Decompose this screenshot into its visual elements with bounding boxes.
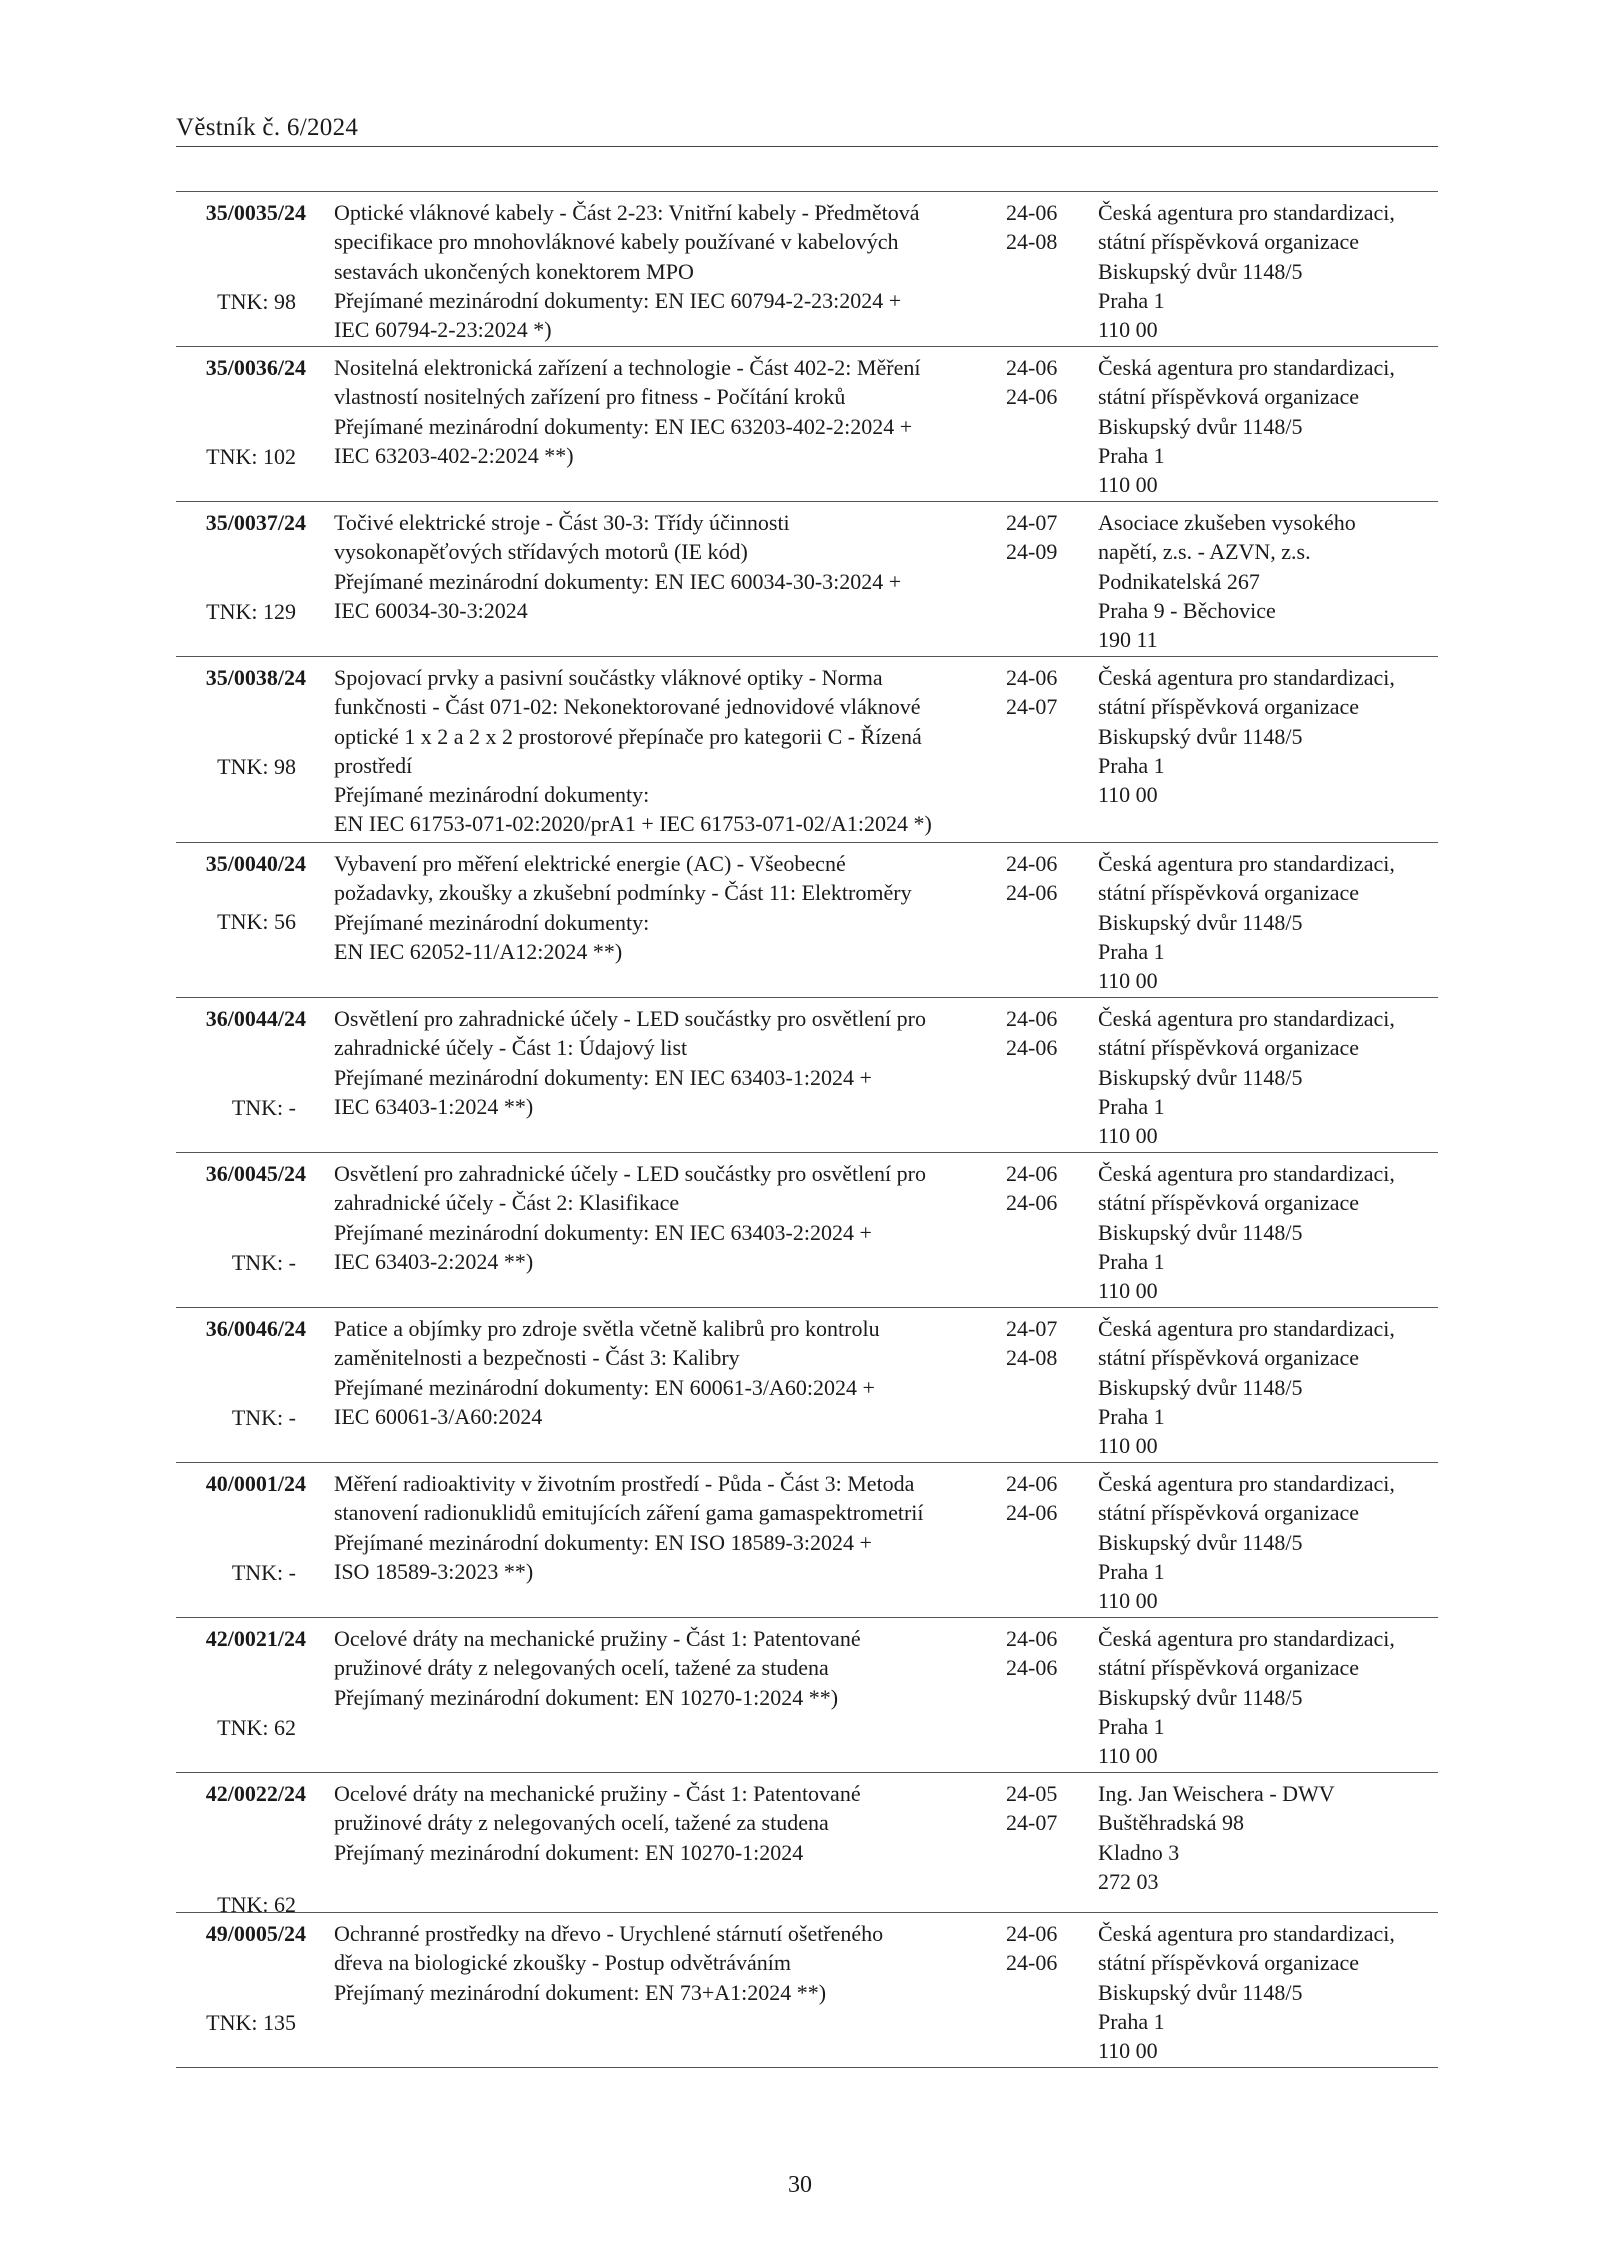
org-line: státní příspěvková organizace [1098,1950,1360,1976]
org-line: Buštěhradská 98 [1098,1810,1245,1836]
title-line: Přejímané mezinárodní dokumenty: EN ISO 18589-3:2024 + [334,1529,872,1555]
notice-number: 35/0038/24 [205,665,306,690]
org-line: 110 00 [1098,968,1158,994]
title-line: Přejímané mezinárodní dokumenty: EN IEC 60034-30-3:2024 + [334,568,902,594]
processor-organization [1098,1159,1438,1305]
notice-number: 36/0044/24 [205,1006,306,1031]
date-line: 24-06 [1006,1006,1058,1031]
notice-dates [1006,1624,1076,1683]
org-line: státní příspěvková organizace [1098,1190,1360,1216]
org-line: 110 00 [1098,2038,1158,2064]
processor-organization [1098,1919,1438,2065]
org-line: Ing. Jan Weischera - DWV [1098,1781,1335,1806]
org-line: státní příspěvková organizace [1098,694,1360,720]
org-line: státní příspěvková organizace [1098,229,1360,255]
org-line: státní příspěvková organizace [1098,1500,1360,1526]
date-line: 24-07 [1006,1810,1058,1836]
notice-row [176,1913,1438,2068]
notice-row [176,347,1438,502]
notice-number: 35/0037/24 [205,510,306,535]
org-line: státní příspěvková organizace [1098,1035,1360,1061]
title-line: Přejímaný mezinárodní dokument: EN 10270-1:2024 **) [334,1684,839,1710]
date-line: 24-06 [1006,851,1058,876]
processor-organization [1098,1779,1438,1896]
org-line: 110 00 [1098,317,1158,343]
org-line: Česká agentura pro standardizaci, [1098,1921,1395,1946]
org-line: Česká agentura pro standardizaci, [1098,851,1395,876]
org-line: Biskupský dvůr 1148/5 [1098,1219,1303,1245]
date-line: 24-06 [1006,880,1058,906]
tnk-label: TNK: - [231,1405,296,1430]
title-line: Přejímané mezinárodní dokumenty: EN 60061-3/A60:2024 + [334,1374,875,1400]
date-line: 24-05 [1006,1781,1058,1806]
title-line: Přejímané mezinárodní dokumenty: [334,782,650,808]
title-line: Přejímaný mezinárodní dokument: EN 10270-1:2024 [334,1839,804,1865]
title-line: pružinové dráty z nelegovaných ocelí, tažené za studena [334,1810,829,1836]
title-line: Ocelové dráty na mechanické pružiny - Část 1: Patentované [334,1626,861,1651]
title-line: Spojovací prvky a pasivní součástky vláknové optiky - Norma [334,665,883,690]
notice-row [176,502,1438,657]
title-line: zaměnitelnosti a bezpečnosti - Část 3: Kalibry [334,1345,740,1371]
title-line: zahradnické účely - Část 1: Údajový list [334,1035,688,1061]
org-line: Praha 1 [1098,2008,1165,2034]
notice-number: 42/0021/24 [205,1626,306,1651]
title-line: prostředí [334,752,413,778]
notice-dates [1006,1314,1076,1373]
tnk-label: TNK: 129 [206,599,296,624]
title-line: EN IEC 61753-071-02:2020/prA1 + IEC 61753-071-02/A1:2024 *) [334,811,932,837]
org-line: Praha 9 - Běchovice [1098,597,1276,623]
org-line: Praha 1 [1098,1093,1165,1119]
tnk-label: TNK: 62 [217,1715,296,1740]
org-line: Praha 1 [1098,752,1165,778]
org-line: Podnikatelská 267 [1098,568,1260,594]
date-line: 24-06 [1006,1471,1058,1496]
org-line: státní příspěvková organizace [1098,1345,1360,1371]
org-line: Česká agentura pro standardizaci, [1098,200,1395,225]
notice-row [176,192,1438,347]
title-line: pružinové dráty z nelegovaných ocelí, tažené za studena [334,1655,829,1681]
org-line: Biskupský dvůr 1148/5 [1098,1529,1303,1555]
title-line: Měření radioaktivity v životním prostředí - Půda - Část 3: Metoda [334,1471,915,1496]
notice-dates [1006,508,1076,567]
processor-organization [1098,1314,1438,1460]
notice-number: 36/0046/24 [205,1316,306,1341]
org-line: Česká agentura pro standardizaci, [1098,1316,1395,1341]
notice-row [176,1153,1438,1308]
title-line: zahradnické účely - Část 2: Klasifikace [334,1190,680,1216]
date-line: 24-08 [1006,229,1058,255]
date-line: 24-07 [1006,694,1058,720]
title-line: IEC 60034-30-3:2024 [334,597,528,623]
processor-organization [1098,353,1438,499]
org-line: Česká agentura pro standardizaci, [1098,1471,1395,1496]
org-line: 190 11 [1098,627,1158,653]
title-line: stanovení radionuklidů emitujících záření gama gamaspektrometrií [334,1500,924,1526]
date-line: 24-06 [1006,200,1058,225]
title-line: Vybavení pro měření elektrické energie (AC) - Všeobecné [334,851,846,876]
tnk-label: TNK: 98 [217,754,296,779]
org-line: Česká agentura pro standardizaci, [1098,1626,1395,1651]
title-line: IEC 63403-2:2024 **) [334,1248,534,1274]
title-line: Patice a objímky pro zdroje světla včetně kalibrů pro kontrolu [334,1316,880,1341]
org-line: Praha 1 [1098,1248,1165,1274]
date-line: 24-06 [1006,665,1058,690]
org-line: 110 00 [1098,1433,1158,1459]
title-line: sestavách ukončených konektorem MPO [334,258,694,284]
title-line: optické 1 x 2 a 2 x 2 prostorové přepínače pro kategorii C - Řízená [334,723,922,749]
org-line: Biskupský dvůr 1148/5 [1098,909,1303,935]
title-line: IEC 63403-1:2024 **) [334,1093,534,1119]
date-line: 24-09 [1006,539,1058,565]
title-line: IEC 63203-402-2:2024 **) [334,442,574,468]
notice-number: 40/0001/24 [205,1471,306,1496]
title-line: IEC 60794-2-23:2024 *) [334,317,552,343]
title-line: požadavky, zkoušky a zkušební podmínky - Část 11: Elektroměry [334,880,912,906]
org-line: Asociace zkušeben vysokého [1098,510,1356,535]
tnk-label: TNK: 135 [206,2010,296,2035]
processor-organization [1098,849,1438,995]
notice-dates [1006,849,1076,908]
notice-dates [1006,1469,1076,1528]
notice-row [176,998,1438,1153]
org-line: státní příspěvková organizace [1098,384,1360,410]
org-line: Praha 1 [1098,287,1165,313]
org-line: 110 00 [1098,1123,1158,1149]
org-line: 110 00 [1098,782,1158,808]
title-line: Nositelná elektronická zařízení a technologie - Část 402-2: Měření [334,355,921,380]
notice-number: 35/0040/24 [205,851,306,876]
notice-row [176,1618,1438,1773]
tnk-label: TNK: - [231,1250,296,1275]
org-line: státní příspěvková organizace [1098,1655,1360,1681]
notice-dates [1006,198,1076,257]
org-line: Biskupský dvůr 1148/5 [1098,413,1303,439]
title-line: vysokonapěťových střídavých motorů (IE kód) [334,539,748,565]
org-line: napětí, z.s. - AZVN, z.s. [1098,539,1311,565]
notice-row [176,1773,1438,1917]
processor-organization [1098,198,1438,344]
notice-dates [1006,1779,1076,1838]
processor-organization [1098,508,1438,654]
date-line: 24-06 [1006,355,1058,380]
title-line: IEC 60061-3/A60:2024 [334,1403,543,1429]
date-line: 24-06 [1006,1655,1058,1681]
notice-row [176,657,1438,843]
org-line: Biskupský dvůr 1148/5 [1098,1064,1303,1090]
date-line: 24-06 [1006,1950,1058,1976]
notice-dates [1006,1004,1076,1063]
org-line: 110 00 [1098,1588,1158,1614]
title-line: Přejímaný mezinárodní dokument: EN 73+A1:2024 **) [334,1979,827,2005]
notice-dates [1006,353,1076,412]
notice-dates [1006,1919,1076,1978]
tnk-label: TNK: - [231,1095,296,1120]
title-line: dřeva na biologické zkoušky - Postup odvětráváním [334,1950,792,1976]
org-line: Biskupský dvůr 1148/5 [1098,1979,1303,2005]
notice-number: 36/0045/24 [205,1161,306,1186]
title-line: Ocelové dráty na mechanické pružiny - Část 1: Patentované [334,1781,861,1806]
title-line: Přejímané mezinárodní dokumenty: EN IEC 60794-2-23:2024 + [334,287,902,313]
org-line: státní příspěvková organizace [1098,880,1360,906]
title-line: Točivé elektrické stroje - Část 30-3: Třídy účinnosti [334,510,790,535]
org-line: 110 00 [1098,472,1158,498]
date-line: 24-06 [1006,1035,1058,1061]
org-line: 272 03 [1098,1868,1159,1894]
processor-organization [1098,1624,1438,1770]
date-line: 24-08 [1006,1345,1058,1371]
org-line: Praha 1 [1098,442,1165,468]
org-line: Biskupský dvůr 1148/5 [1098,723,1303,749]
notices-table [176,191,1438,2068]
title-line: EN IEC 62052-11/A12:2024 **) [334,938,623,964]
org-line: Kladno 3 [1098,1839,1180,1865]
processor-organization [1098,1469,1438,1615]
tnk-label: TNK: 102 [206,444,296,469]
title-line: ISO 18589-3:2023 **) [334,1558,534,1584]
title-line: Optické vláknové kabely - Část 2-23: Vnitřní kabely - Předmětová [334,200,920,225]
notice-row [176,1463,1438,1618]
title-line: Přejímané mezinárodní dokumenty: EN IEC 63203-402-2:2024 + [334,413,913,439]
date-line: 24-06 [1006,1500,1058,1526]
date-line: 24-06 [1006,1921,1058,1946]
org-line: Biskupský dvůr 1148/5 [1098,1374,1303,1400]
title-line: vlastností nositelných zařízení pro fitness - Počítání kroků [334,384,846,410]
notice-number: 49/0005/24 [205,1921,306,1946]
title-line: Přejímané mezinárodní dokumenty: EN IEC 63403-1:2024 + [334,1064,872,1090]
date-line: 24-06 [1006,1161,1058,1186]
notice-number: 42/0022/24 [205,1781,306,1806]
title-line: Přejímané mezinárodní dokumenty: EN IEC 63403-2:2024 + [334,1219,872,1245]
org-line: 110 00 [1098,1278,1158,1304]
notice-number: 35/0035/24 [205,200,306,225]
org-line: Praha 1 [1098,1403,1165,1429]
notice-number: 35/0036/24 [205,355,306,380]
tnk-label: TNK: - [231,1560,296,1585]
tnk-label: TNK: 98 [217,289,296,314]
date-line: 24-06 [1006,1626,1058,1651]
header-divider [176,146,1438,147]
page-number: 30 [788,2172,812,2198]
org-line: Česká agentura pro standardizaci, [1098,1161,1395,1186]
notice-dates [1006,1159,1076,1218]
org-line: Česká agentura pro standardizaci, [1098,665,1395,690]
title-line: Osvětlení pro zahradnické účely - LED součástky pro osvětlení pro [334,1006,926,1031]
page-header-title: Věstník č. 6/2024 [176,114,359,141]
org-line: Praha 1 [1098,1558,1165,1584]
title-line: specifikace pro mnohovláknové kabely používané v kabelových [334,229,899,255]
org-line: Praha 1 [1098,1713,1165,1739]
date-line: 24-06 [1006,384,1058,410]
notice-dates [1006,663,1076,722]
notice-row [176,1308,1438,1463]
tnk-label: TNK: 56 [217,909,296,934]
org-line: Biskupský dvůr 1148/5 [1098,258,1303,284]
title-line: Osvětlení pro zahradnické účely - LED součástky pro osvětlení pro [334,1161,926,1186]
org-line: Praha 1 [1098,938,1165,964]
org-line: Biskupský dvůr 1148/5 [1098,1684,1303,1710]
tnk-label: TNK: 62 [217,1892,296,1917]
org-line: Česká agentura pro standardizaci, [1098,355,1395,380]
notice-row [176,843,1438,998]
processor-organization [1098,1004,1438,1150]
org-line: Česká agentura pro standardizaci, [1098,1006,1395,1031]
title-line: funkčnosti - Část 071-02: Nekonektorované jednovidové vláknové [334,694,921,720]
date-line: 24-07 [1006,510,1058,535]
date-line: 24-07 [1006,1316,1058,1341]
date-line: 24-06 [1006,1190,1058,1216]
processor-organization [1098,663,1438,809]
title-line: Přejímané mezinárodní dokumenty: [334,909,650,935]
title-line: Ochranné prostředky na dřevo - Urychlené stárnutí ošetřeného [334,1921,884,1946]
org-line: 110 00 [1098,1743,1158,1769]
